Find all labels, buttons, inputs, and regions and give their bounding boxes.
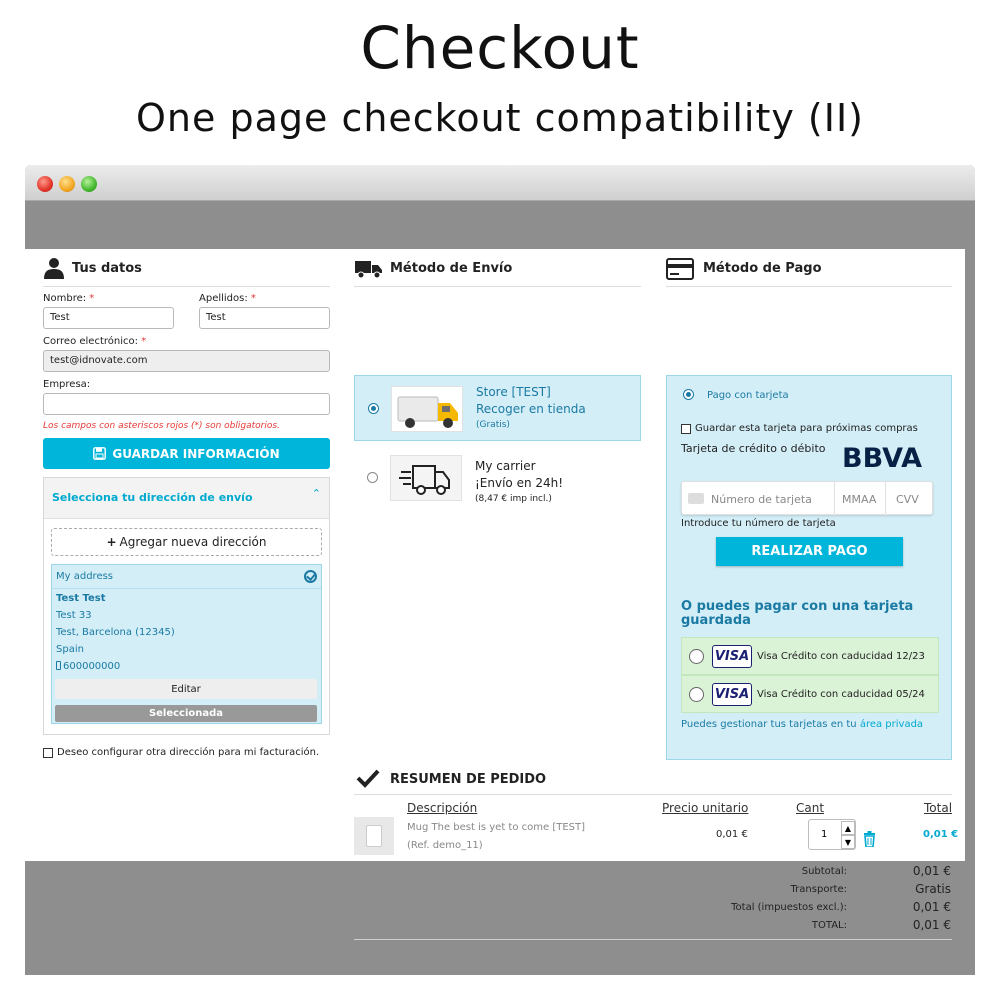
saved-cards-title: O puedes pagar con una tarjeta guardada bbox=[681, 599, 914, 628]
manage-cards-text: Puedes gestionar tus tarjetas en tu área privada bbox=[681, 719, 924, 730]
required-fields-note: Los campos con asteriscos rojos (*) son obligatorios. bbox=[43, 421, 280, 431]
delivery-van-icon bbox=[392, 387, 464, 433]
chevron-down-icon[interactable]: ▼ bbox=[841, 835, 855, 849]
subtotal-label: Subtotal: bbox=[801, 866, 847, 877]
checkout-content bbox=[25, 249, 965, 932]
quantity-stepper[interactable] bbox=[808, 819, 856, 850]
maximize-window-button[interactable] bbox=[81, 176, 97, 192]
address-line-city: Test, Barcelona (12345) bbox=[56, 627, 175, 638]
truck-icon bbox=[355, 259, 383, 279]
carrier-radio-mycarrier[interactable] bbox=[367, 472, 378, 483]
card-expiry-input[interactable]: MMAA bbox=[842, 493, 877, 506]
edit-address-button[interactable]: Editar bbox=[55, 679, 317, 699]
payment-divider bbox=[666, 286, 952, 287]
carrier-delay-mycarrier: ¡Envío en 24h! bbox=[475, 476, 564, 490]
carrier-image-mycarrier bbox=[390, 455, 462, 501]
make-payment-button[interactable]: REALIZAR PAGO bbox=[716, 537, 903, 566]
personal-divider bbox=[43, 286, 330, 287]
card-payment-label: Pago con tarjeta bbox=[707, 390, 789, 401]
card-payment-panel bbox=[666, 375, 952, 760]
company-input[interactable] bbox=[43, 393, 330, 415]
page-subtitle: One page checkout compatibility (II) bbox=[136, 96, 864, 140]
checkmark-icon bbox=[356, 768, 380, 788]
carrier-image-store bbox=[391, 386, 463, 432]
address-panel-title: Selecciona tu dirección de envío bbox=[52, 491, 253, 504]
carrier-name-store: Store [TEST] bbox=[476, 385, 551, 399]
minimize-window-button[interactable] bbox=[59, 176, 75, 192]
visa-logo: VISA bbox=[712, 683, 752, 706]
private-area-link[interactable]: área privada bbox=[859, 719, 924, 730]
col-total: Total bbox=[924, 801, 953, 815]
product-image[interactable] bbox=[354, 817, 394, 855]
email-input[interactable]: test@idnovate.com bbox=[43, 350, 330, 372]
saved-card-row[interactable] bbox=[681, 637, 939, 675]
total-excl-value: 0,01 € bbox=[912, 900, 951, 914]
carrier-radio-store[interactable] bbox=[368, 403, 379, 414]
card-cvv-input[interactable]: CVV bbox=[896, 493, 919, 506]
check-circle-icon bbox=[304, 570, 317, 583]
email-label: Correo electrónico: * bbox=[43, 336, 147, 347]
shipping-method-title: Método de Envío bbox=[390, 261, 513, 276]
col-description: Descripción bbox=[407, 801, 478, 815]
card-field-separator bbox=[885, 482, 886, 516]
billing-address-label: Deseo configurar otra dirección para mi facturación. bbox=[57, 747, 320, 758]
card-hint: Introduce tu número de tarjeta bbox=[681, 518, 836, 529]
company-label: Empresa: bbox=[43, 379, 91, 390]
payment-method-title: Método de Pago bbox=[703, 261, 822, 276]
save-card-label: Guardar esta tarjeta para próximas compras bbox=[695, 423, 918, 434]
total-label: TOTAL: bbox=[811, 920, 847, 931]
card-icon bbox=[688, 493, 704, 504]
product-unit-price: 0,01 € bbox=[716, 829, 748, 840]
surname-input[interactable]: Test bbox=[199, 307, 330, 329]
chevron-up-icon[interactable]: ⌃ bbox=[311, 487, 321, 500]
address-line-phone: 600000000 bbox=[56, 661, 120, 672]
carrier-price-store: (Gratis) bbox=[476, 420, 510, 430]
card-payment-radio[interactable] bbox=[683, 389, 694, 400]
total-value: 0,01 € bbox=[912, 918, 951, 932]
card-number-input[interactable]: Número de tarjeta bbox=[711, 493, 812, 506]
address-card-header bbox=[52, 565, 321, 589]
shipping-divider bbox=[354, 286, 641, 287]
subtotal-value: 0,01 € bbox=[912, 864, 951, 878]
plus-icon: + bbox=[106, 535, 117, 549]
personal-data-title: Tus datos bbox=[72, 261, 142, 276]
shipping-cost-label: Transporte: bbox=[790, 884, 847, 895]
carrier-name-mycarrier: My carrier bbox=[475, 459, 536, 473]
card-input-group bbox=[681, 481, 933, 515]
name-label: Nombre: * bbox=[43, 293, 95, 304]
window-titlebar bbox=[25, 165, 975, 201]
summary-divider bbox=[354, 794, 952, 795]
browser-window bbox=[25, 165, 975, 975]
billing-checkbox[interactable] bbox=[43, 748, 53, 758]
card-field-separator bbox=[834, 482, 835, 516]
shipping-cost-value: Gratis bbox=[915, 882, 951, 896]
save-card-option[interactable] bbox=[681, 423, 918, 434]
mug-icon bbox=[366, 825, 382, 847]
phone-icon bbox=[56, 661, 61, 670]
carrier-option-store[interactable] bbox=[354, 375, 641, 441]
carrier-option-mycarrier[interactable] bbox=[354, 445, 641, 511]
product-ref: (Ref. demo_11) bbox=[407, 840, 483, 851]
carrier-delay-store: Recoger en tienda bbox=[476, 402, 586, 416]
card-type-label: Tarjeta de crédito o débito bbox=[681, 442, 826, 455]
page-title: Checkout bbox=[360, 14, 640, 82]
user-icon bbox=[43, 257, 65, 279]
trash-icon[interactable] bbox=[863, 831, 876, 847]
billing-address-option[interactable] bbox=[43, 747, 319, 758]
product-name[interactable]: Mug The best is yet to come [TEST] bbox=[407, 822, 586, 833]
save-info-label: GUARDAR INFORMACIÓN bbox=[112, 446, 280, 461]
name-input[interactable]: Test bbox=[43, 307, 174, 329]
total-excl-label: Total (impuestos excl.): bbox=[731, 902, 847, 913]
visa-logo: VISA bbox=[712, 645, 752, 668]
saved-card-label: Visa Crédito con caducidad 05/24 bbox=[757, 689, 925, 700]
credit-card-icon bbox=[666, 258, 694, 280]
saved-card-row[interactable] bbox=[681, 675, 939, 713]
address-line-street: Test 33 bbox=[56, 610, 92, 621]
address-card[interactable] bbox=[51, 564, 322, 724]
address-panel-header[interactable] bbox=[44, 478, 329, 519]
chevron-up-icon[interactable]: ▲ bbox=[841, 821, 855, 835]
selected-address-button[interactable]: Seleccionada bbox=[55, 705, 317, 722]
address-card-title: My address bbox=[56, 571, 114, 582]
address-line-country: Spain bbox=[56, 644, 84, 655]
save-info-button[interactable] bbox=[43, 438, 330, 469]
order-summary-title: RESUMEN DE PEDIDO bbox=[390, 772, 547, 787]
shipping-address-panel bbox=[43, 477, 330, 735]
address-line-name: Test Test bbox=[56, 593, 106, 604]
floppy-icon bbox=[93, 447, 106, 460]
col-unit-price: Precio unitario bbox=[662, 801, 749, 815]
add-address-button[interactable] bbox=[51, 528, 322, 556]
saved-card-radio[interactable] bbox=[689, 687, 704, 702]
saved-card-radio[interactable] bbox=[689, 649, 704, 664]
add-address-label: Agregar nueva dirección bbox=[119, 535, 267, 549]
save-card-checkbox[interactable] bbox=[681, 424, 691, 434]
bbva-logo: BBVA bbox=[842, 443, 923, 474]
quantity-value[interactable]: 1 bbox=[821, 829, 828, 840]
close-window-button[interactable] bbox=[37, 176, 53, 192]
summary-bottom-divider bbox=[354, 939, 952, 940]
col-quantity: Cant bbox=[796, 801, 825, 815]
carrier-price-mycarrier: (8,47 € imp incl.) bbox=[475, 494, 552, 504]
surname-label: Apellidos: * bbox=[199, 293, 256, 304]
saved-card-label: Visa Crédito con caducidad 12/23 bbox=[757, 651, 925, 662]
fast-truck-icon bbox=[391, 456, 463, 502]
product-line-total: 0,01 € bbox=[923, 829, 959, 840]
